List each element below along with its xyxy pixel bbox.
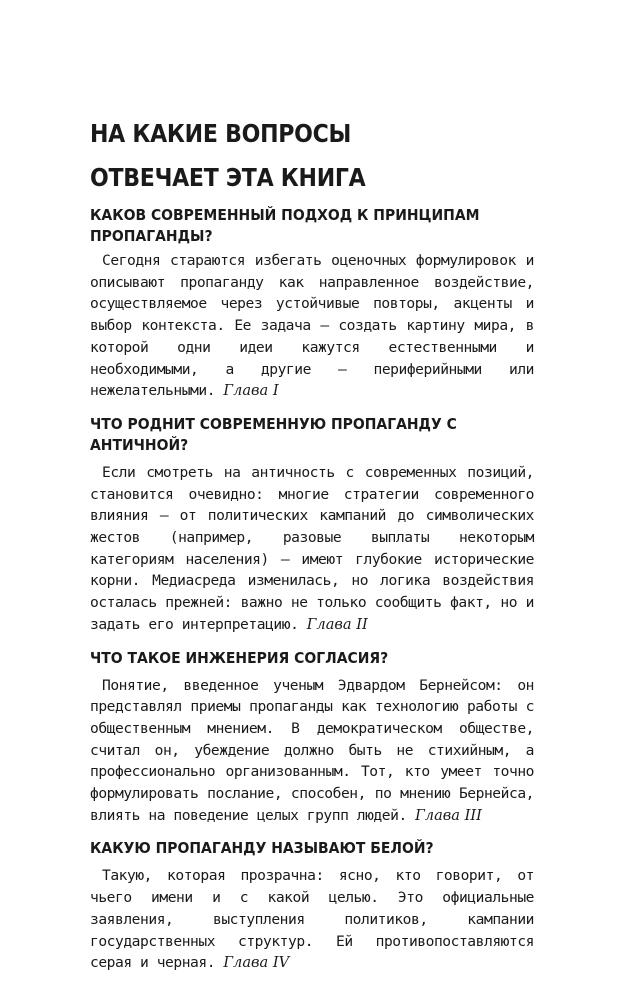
section-1 (90, 205, 534, 402)
answer-text: Сегодня стараются избегать оценочных формулировок и описывают пропаганду как направленное воздействие, осуществляемое через устойчивые повторы, акценты и выбор контекста. Ее задача — создать картину мира, в которой одни идеи кажутся естественными и необходимыми, а другие — периферийными или нежелательными. (90, 252, 534, 400)
section-question: КАКОВ СОВРЕМЕННЫЙ ПОДХОД К ПРИНЦИПАМ ПРОПАГАНДЫ? (90, 206, 480, 245)
section-3 (90, 648, 534, 827)
answer-text: Понятие, введенное ученым Эдвардом Бернейсом: он представлял приемы пропаганды как технологию работы с общественным мнением. В демократическом обществе, считал он, убеждение должно быть не стихийным, а профессионально организованным. Тот, кто умеет точно формулировать послание, способен, по мнению Бернейса, влиять на поведение целых групп людей. (90, 676, 534, 824)
section-2 (90, 414, 534, 636)
section-question: ЧТО РОДНИТ СОВРЕМЕННУЮ ПРОПАГАНДУ С АНТИЧНОЙ? (90, 414, 457, 454)
answer-text: Если смотреть на античность с современных позиций, становится очевидно: многие стратегии современного влияния — от политических кампаний до символических жестов (например, разовые выплаты некоторым категориям населения) — имеют глубокие исторические корни. Медиасреда изменилась, но логика воздействия осталась прежней: важно не только сообщить факт, но и задать его интерпретацию. (90, 463, 534, 633)
section-answer (90, 250, 534, 402)
book-page (90, 112, 534, 974)
section-question: ЧТО ТАКОЕ ИНЖЕНЕРИЯ СОГЛАСИЯ? (90, 648, 389, 667)
chapter-reference: Глава IV (223, 954, 290, 972)
chapter-reference: Глава III (415, 806, 482, 824)
chapter-reference: Глава II (306, 615, 368, 633)
section-answer (90, 865, 534, 974)
section-4 (90, 838, 534, 974)
page-title (90, 112, 531, 200)
chapter-reference: Глава I (223, 382, 279, 400)
page-title-line-1: НА КАКИЕ ВОПРОСЫ (90, 119, 352, 148)
page-title-line-2: ОТВЕЧАЕТ ЭТА КНИГА (90, 163, 366, 192)
section-question: КАКУЮ ПРОПАГАНДУ НАЗЫВАЮТ БЕЛОЙ? (90, 839, 434, 858)
section-answer (90, 675, 534, 827)
section-answer (90, 462, 534, 636)
answer-text: Такую, которая прозрачна: ясно, кто говорит, от чьего имени и с какой целью. Это официальные заявления, выступления политиков, кампании государственных структур. Ей противопоставляются серая и черная. (90, 867, 534, 972)
